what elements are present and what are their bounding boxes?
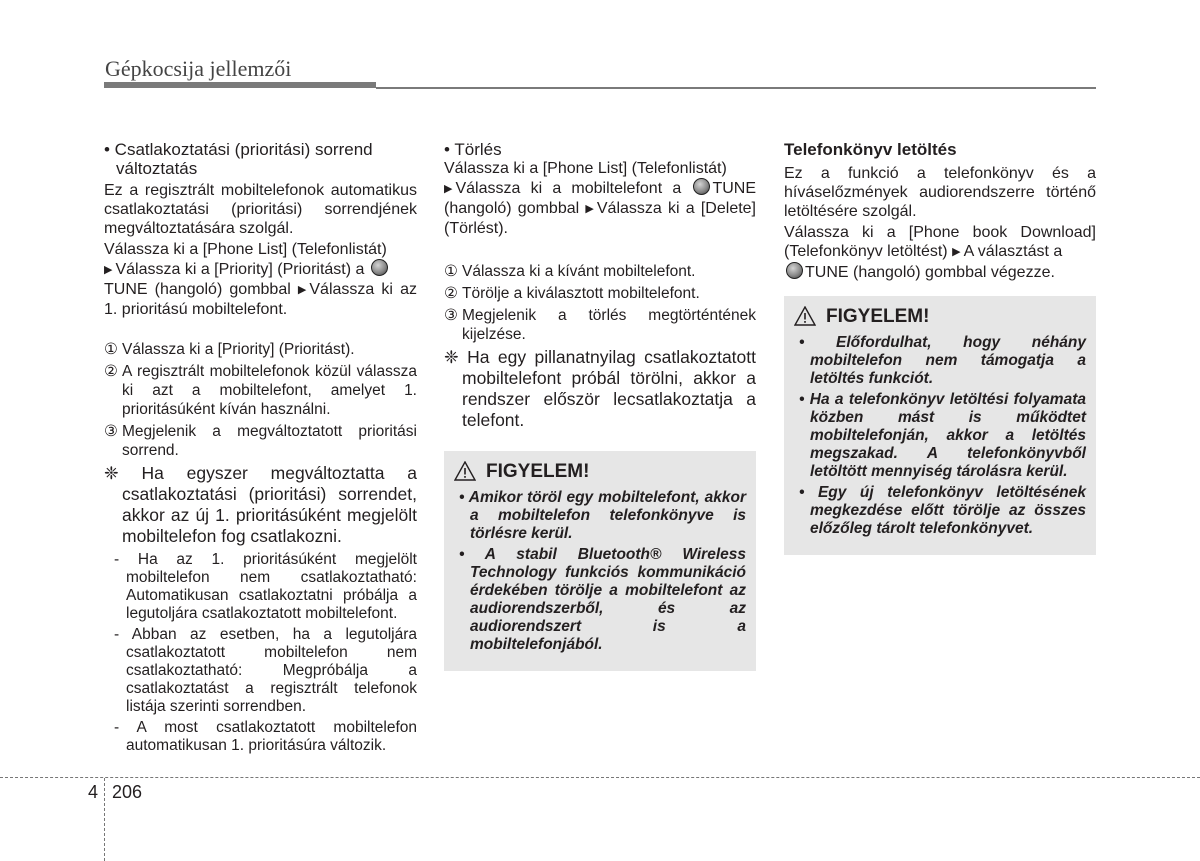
arrow-right-icon: ▶ <box>952 246 961 258</box>
priority-intro: Ez a regisztrált mobiltelefonok automatikus csatlakoztatási (prioritási) sorrendjének megváltoztatására szolgál. <box>104 182 417 237</box>
column-2 <box>444 140 756 671</box>
section-heading-delete: • Törlés <box>444 140 502 159</box>
arrow-right-icon: ▶ <box>585 203 594 215</box>
delete-instructions: Válassza ki a [Phone List] (Telefonlistát) ▶ Válassza ki a mobiltelefont a TUNE (hangoló) gombbal ▶ Válassza ki a [Delete] (Törlést). <box>444 160 757 237</box>
list-item: • A stabil Bluetooth® Wireless Technology funkciós kommunikáció érdekében törölje a mobiltelefont az audiorendszerből, és az audiorendszert is a mobiltelefonjából. <box>459 546 746 653</box>
tune-knob-icon <box>371 259 388 276</box>
column-1 <box>104 140 417 758</box>
list-item: ③ Megjelenik a megváltoztatott prioritási sorrend. <box>104 423 417 459</box>
header-rule-thin <box>376 87 1096 89</box>
list-item: - Abban az esetben, ha a legutoljára csatlakoztatott mobiltelefon nem csatlakoztatható: Megpróbálja a csatlakoztatást a regisztrált telefonok listája szerinti sorrendben. <box>114 626 417 715</box>
list-item: ② A regisztrált mobiltelefonok közül válassza ki azt a mobiltelefont, amelyet 1. prioritásúként kíván használni. <box>104 363 417 418</box>
list-item: ① Válassza ki a kívánt mobiltelefont. <box>444 263 696 280</box>
warning-list <box>454 489 746 654</box>
page-header-title: Gépkocsija jellemzői <box>105 56 292 81</box>
warning-list <box>794 334 1086 538</box>
list-item: • Egy új telefonkönyv letöltésének megkezdése előtt törölje az összes előzőleg tárolt telefonkönyvet. <box>799 484 1086 537</box>
delete-note: ❈ Ha egy pillanatnyilag csatlakoztatott mobiltelefont próbál törölni, akkor a rendszer először lecsatlakoztatja a telefont. <box>444 347 756 430</box>
warning-title: FIGYELEM! <box>454 461 746 481</box>
list-item: • Ha a telefonkönyv letöltési folyamata közben mást is működtet mobiltelefonján, akkor a letöltés megszakad. A telefonkönyvből letöltött mennyiség tárolásra kerül. <box>799 391 1086 480</box>
column-3 <box>784 140 1096 555</box>
tune-knob-icon <box>693 178 710 195</box>
footer-vertical-divider <box>104 778 105 861</box>
warning-box-delete <box>444 451 756 671</box>
priority-steps <box>104 340 417 460</box>
section-heading-phonebook: Telefonkönyv letöltés <box>784 140 957 159</box>
priority-dash-list <box>104 551 417 755</box>
list-item: - Ha az 1. prioritásúként megjelölt mobiltelefon nem csatlakoztatható: Automatikusan csatlakoztatni próbálja a legutoljára csatlakoztatott mobiltelefont. <box>114 551 417 622</box>
list-item: • Előfordulhat, hogy néhány mobiltelefon nem támogatja a letöltés funkciót. <box>799 334 1086 387</box>
priority-instructions: Válassza ki a [Phone List] (Telefonlistát) ▶ Válassza ki a [Priority] (Prioritást) a TUNE (hangoló) gombbal ▶ Válassza ki az 1. prioritású mobiltelefont. <box>104 241 417 318</box>
arrow-right-icon: ▶ <box>104 264 113 276</box>
section-heading-priority: • Csatlakoztatási (prioritási) sorrend változtatás <box>104 140 373 178</box>
phonebook-intro: Ez a funkció a telefonkönyv és a híváselőzmények audiorendszerre történő letöltésére szolgál. <box>784 165 1096 220</box>
footer-divider <box>0 777 1200 778</box>
chapter-number: 4 <box>88 782 99 802</box>
delete-steps <box>444 262 756 344</box>
page-number: 206 <box>112 782 143 802</box>
header-rule-thick <box>104 82 376 88</box>
warning-title: FIGYELEM! <box>794 306 1086 326</box>
list-item: ① Válassza ki a [Priority] (Prioritást). <box>104 341 355 358</box>
list-item: ③ Megjelenik a törlés megtörténtének kijelzése. <box>444 307 756 343</box>
phonebook-instructions: Válassza ki a [Phone book Download] (Telefonkönyv letöltést) ▶ A választást a TUNE (hangoló) gombbal végezze. <box>784 224 1096 281</box>
arrow-right-icon: ▶ <box>444 183 453 195</box>
warning-triangle-icon <box>794 306 816 326</box>
list-item: • Amikor töröl egy mobiltelefont, akkor a mobiltelefon telefonkönyve is törlésre kerül. <box>459 489 746 542</box>
warning-box-phonebook <box>784 296 1096 555</box>
list-item: ② Törölje a kiválasztott mobiltelefont. <box>444 285 700 302</box>
arrow-right-icon: ▶ <box>297 284 307 296</box>
list-item: - A most csatlakoztatott mobiltelefon automatikusan 1. prioritásúra változik. <box>114 719 417 754</box>
tune-knob-icon <box>786 262 803 279</box>
priority-note: ❈ Ha egyszer megváltoztatta a csatlakoztatási (prioritási) sorrendet, akkor az új 1. prioritásúként megjelölt mobiltelefon fog csatlakozni. <box>104 463 417 546</box>
warning-triangle-icon <box>454 461 476 481</box>
